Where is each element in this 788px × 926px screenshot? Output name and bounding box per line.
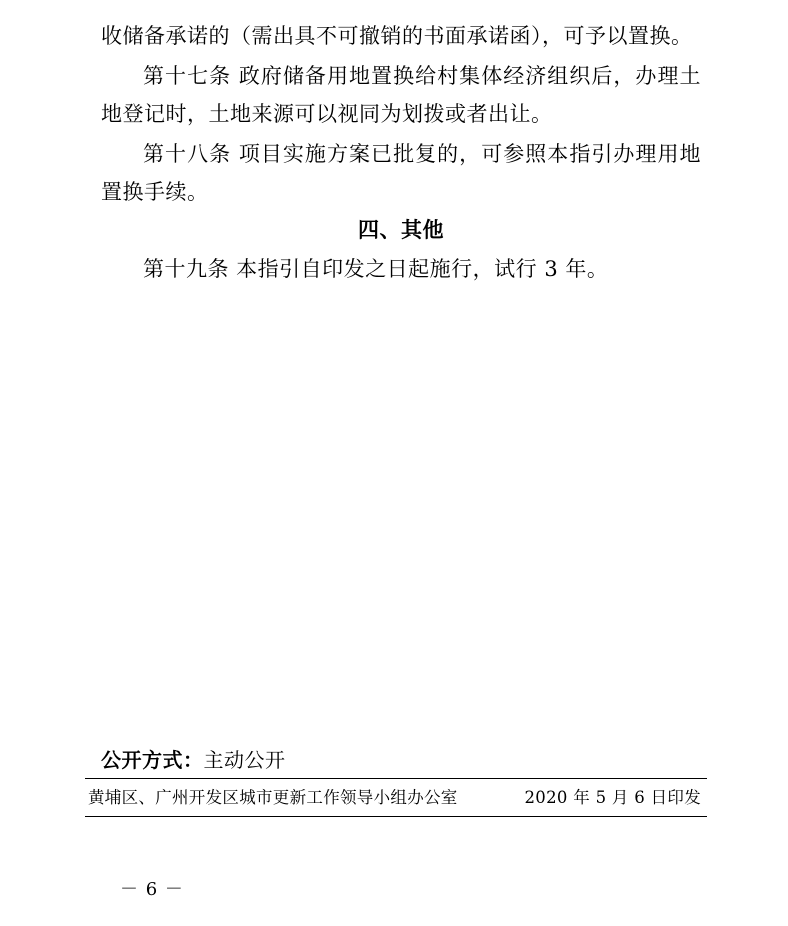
paragraph-continuation: 收储备承诺的（需出具不可撤销的书面承诺函），可予以置换。 <box>101 24 693 48</box>
disclosure-label: 公开方式： <box>101 748 204 772</box>
issuer-line <box>85 784 707 812</box>
disclosure-value: 主动公开 <box>203 748 286 772</box>
disclosure-line <box>101 745 286 775</box>
issue-date: 2020 年 5 月 6 日印发 <box>524 788 701 807</box>
issuer-name: 黄埔区、广州开发区城市更新工作领导小组办公室 <box>88 788 458 807</box>
section-heading: 四、其他 <box>358 218 444 242</box>
page-number: － 6 － <box>120 879 184 900</box>
footer-rule-top <box>85 778 707 779</box>
footer-rule-bottom <box>85 816 707 817</box>
article-18-paragraph: 第十八条 项目实施方案已批复的，可参照本指引办理用地置换手续。 <box>101 142 701 204</box>
article-19-paragraph: 第十九条 本指引自印发之日起施行，试行 3 年。 <box>143 257 609 281</box>
article-17-paragraph: 第十七条 政府储备用地置换给村集体经济组织后，办理土地登记时，土地来源可以视同为划拨或者出让。 <box>101 64 701 126</box>
